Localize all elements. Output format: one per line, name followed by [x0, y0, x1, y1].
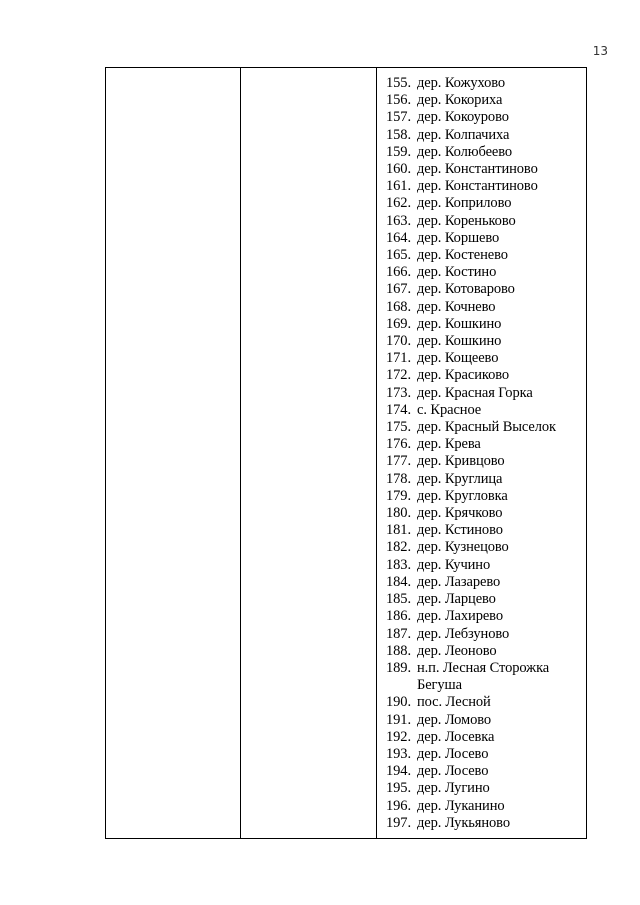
page-number: 13: [592, 44, 608, 58]
settlements-table: [105, 67, 587, 839]
list-item: [386, 127, 582, 144]
list-item: [386, 763, 582, 780]
list-item: [386, 144, 582, 161]
list-item-name: дер. Лазарево: [417, 573, 501, 590]
list-item-name: дер. Константиново: [417, 161, 538, 178]
list-item-name: дер. Кокоурово: [417, 109, 509, 126]
list-item-name: н.п. Лесная Сторожка Бегуша: [417, 659, 550, 694]
list-item-name: дер. Красная Горка: [417, 384, 533, 401]
list-item: [386, 178, 582, 195]
list-item-number: 169.: [386, 315, 411, 332]
list-item-name: дер. Кошкино: [417, 315, 502, 332]
list-item-name: дер. Круглица: [417, 470, 503, 487]
list-item-name: дер. Луканино: [417, 797, 505, 814]
list-item-number: 186.: [386, 608, 411, 625]
list-item-number: 165.: [386, 247, 411, 264]
list-item: [386, 660, 582, 694]
list-item-number: 159.: [386, 143, 411, 160]
list-item: [386, 539, 582, 556]
list-item-name: пос. Лесной: [417, 694, 491, 711]
list-item-number: 192.: [386, 728, 411, 745]
list-item-name: дер. Кривцово: [417, 453, 505, 470]
list-item-number: 180.: [386, 505, 411, 522]
list-item-name: дер. Ларцево: [417, 591, 496, 608]
list-item-name: дер. Крева: [417, 436, 481, 453]
list-item: [386, 643, 582, 660]
list-item-name: дер. Красный Выселок: [417, 419, 556, 436]
list-item: [386, 436, 582, 453]
list-item: [386, 230, 582, 247]
list-item-name: дер. Кошкино: [417, 333, 502, 350]
list-item: [386, 75, 582, 92]
list-item: [386, 247, 582, 264]
list-item-number: 179.: [386, 487, 411, 504]
list-item: [386, 109, 582, 126]
list-item-name: дер. Котоварово: [417, 281, 515, 298]
list-item-name: дер. Кочнево: [417, 298, 496, 315]
list-item-number: 168.: [386, 298, 411, 315]
list-item: [386, 419, 582, 436]
list-item: [386, 350, 582, 367]
list-item-number: 176.: [386, 436, 411, 453]
list-item: [386, 694, 582, 711]
list-item-name: дер. Кожухово: [417, 75, 506, 91]
list-item-number: 174.: [386, 401, 411, 418]
list-item-name: дер. Константиново: [417, 178, 538, 195]
list-item-number: 157.: [386, 109, 411, 126]
list-item: [386, 471, 582, 488]
settlement-list: [386, 75, 582, 832]
list-item-number: 185.: [386, 591, 411, 608]
list-item-name: дер. Коприлово: [417, 195, 512, 212]
list-item: [386, 729, 582, 746]
table-column-divider: [240, 68, 241, 838]
list-item-number: 160.: [386, 161, 411, 178]
list-item-name: дер. Колпачиха: [417, 126, 510, 143]
list-item: [386, 522, 582, 539]
list-item-number: 190.: [386, 694, 411, 711]
list-item-number: 158.: [386, 126, 411, 143]
list-item-number: 170.: [386, 333, 411, 350]
list-item-name: дер. Лосево: [417, 745, 489, 762]
list-item: [386, 591, 582, 608]
list-item: [386, 299, 582, 316]
list-item-name: дер. Коршево: [417, 229, 500, 246]
list-item: [386, 574, 582, 591]
list-item-name: дер. Ломово: [417, 711, 492, 728]
list-item-name: дер. Лахирево: [417, 608, 503, 625]
list-item-name: дер. Кстиново: [417, 522, 503, 539]
list-item: [386, 281, 582, 298]
list-item-name: дер. Кучино: [417, 556, 491, 573]
table-column-divider: [376, 68, 377, 838]
list-item: [386, 333, 582, 350]
list-item: [386, 161, 582, 178]
list-item: [386, 264, 582, 281]
list-item-number: 156.: [386, 92, 411, 109]
list-item-number: 172.: [386, 367, 411, 384]
list-item-number: 173.: [386, 384, 411, 401]
list-item-name: дер. Лебзуново: [417, 625, 510, 642]
list-item-number: 162.: [386, 195, 411, 212]
list-item-number: 195.: [386, 780, 411, 797]
list-item-number: 183.: [386, 556, 411, 573]
list-item: [386, 385, 582, 402]
list-item: [386, 92, 582, 109]
list-item-number: 197.: [386, 814, 411, 831]
list-item-name: дер. Крячково: [417, 505, 503, 522]
list-item-name: дер. Костенево: [417, 247, 508, 264]
list-item: [386, 195, 582, 212]
list-item: [386, 746, 582, 763]
list-item: [386, 780, 582, 797]
list-item-number: 161.: [386, 178, 411, 195]
list-item-number: 167.: [386, 281, 411, 298]
list-item-name: дер. Кругловка: [417, 487, 508, 504]
list-item-name: дер. Леоново: [417, 642, 497, 659]
list-item-number: 181.: [386, 522, 411, 539]
list-item-number: 187.: [386, 625, 411, 642]
list-item: [386, 316, 582, 333]
list-item-number: 164.: [386, 229, 411, 246]
list-item-number: 188.: [386, 642, 411, 659]
list-item-number: 184.: [386, 573, 411, 590]
list-item-name: дер. Лугино: [417, 780, 490, 797]
list-item: [386, 367, 582, 384]
list-item: [386, 815, 582, 832]
list-item: [386, 213, 582, 230]
list-item-number: 193.: [386, 745, 411, 762]
list-item: [386, 798, 582, 815]
list-item-number: 194.: [386, 763, 411, 780]
list-item-number: 177.: [386, 453, 411, 470]
list-item: [386, 488, 582, 505]
list-item: [386, 712, 582, 729]
list-item: [386, 453, 582, 470]
list-item-name: дер. Лосево: [417, 763, 489, 780]
list-item-name: дер. Кузнецово: [417, 539, 509, 556]
list-item-name: дер. Кощеево: [417, 350, 499, 367]
list-item-name: дер. Красиково: [417, 367, 510, 384]
list-item-name: дер. Колюбеево: [417, 143, 513, 160]
list-item: [386, 557, 582, 574]
list-item-number: 171.: [386, 350, 411, 367]
list-item-number: 163.: [386, 212, 411, 229]
list-item-number: 189.: [386, 659, 411, 676]
list-item: [386, 626, 582, 643]
list-item-number: 175.: [386, 419, 411, 436]
list-item-number: 178.: [386, 470, 411, 487]
list-item: [386, 505, 582, 522]
list-item: [386, 402, 582, 419]
list-item-number: 166.: [386, 264, 411, 281]
list-item-name: дер. Костино: [417, 264, 497, 281]
list-item-name: с. Красное: [417, 401, 482, 418]
list-item-number: 182.: [386, 539, 411, 556]
list-item: [386, 608, 582, 625]
list-item-number: 196.: [386, 797, 411, 814]
list-item-name: дер. Лукьяново: [417, 814, 510, 831]
list-item-name: дер. Кореньково: [417, 212, 516, 229]
list-item-number: 155.: [386, 75, 411, 91]
list-item-number: 191.: [386, 711, 411, 728]
list-item-name: дер. Лосевка: [417, 728, 495, 745]
list-item-name: дер. Кокориха: [417, 92, 503, 109]
